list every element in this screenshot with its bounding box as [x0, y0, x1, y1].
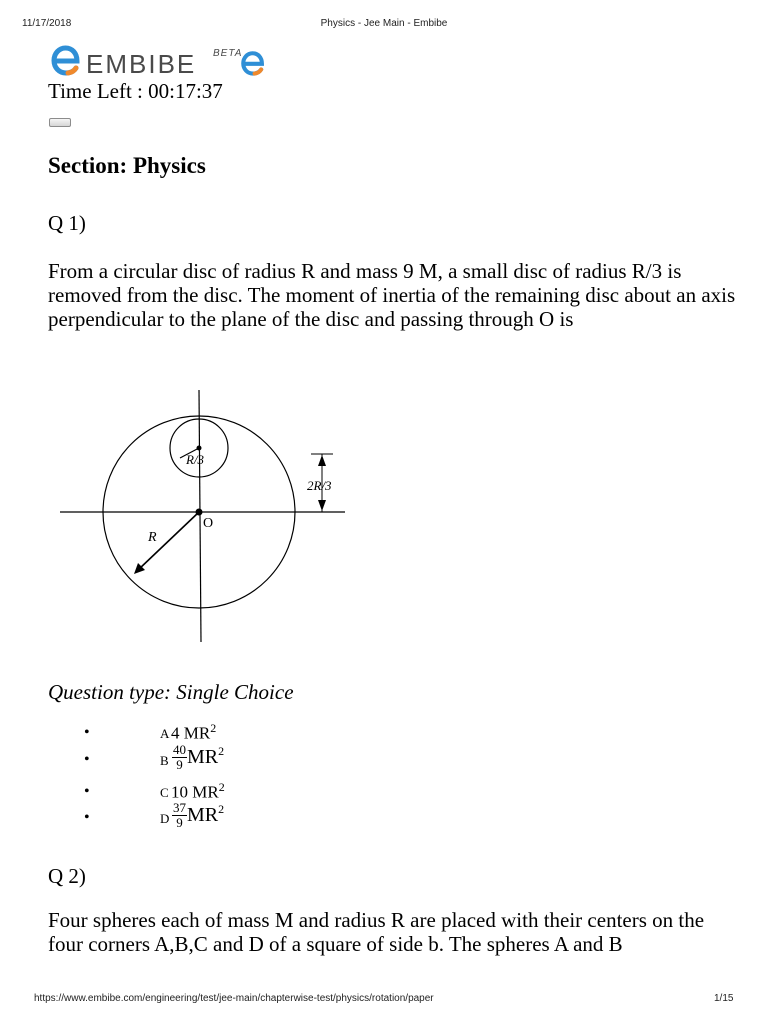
option-value: MR: [187, 804, 219, 826]
logo-wordmark: EMBIBE: [86, 49, 197, 79]
question-text: Four spheres each of mass M and radius R are placed with their centers on the four corners A,B,C and D of a square of side b. The spheres A and B: [48, 908, 705, 956]
option-value: 4 MR: [171, 723, 211, 743]
option-letter: C: [160, 785, 169, 800]
bullet: •: [84, 751, 90, 768]
offset-label: 2R/3: [307, 478, 332, 493]
option-fraction: $\frac{37}{9}$: [173, 800, 186, 830]
option-letter: D: [160, 811, 170, 826]
option-a[interactable]: [84, 717, 384, 747]
beta-badge: BETA: [213, 48, 243, 59]
question-text: From a circular disc of radius R and mass 9 M, a small disc of radius R/3 is removed from the disc. The moment of inertia of the remaining disc about an axis perpendicular to the plane of the disc and passing through O is: [48, 259, 736, 331]
option-exponent: 2: [218, 801, 225, 816]
disc-diagram: [58, 388, 350, 644]
embibe-e-small-icon: [240, 50, 266, 76]
option-value: MR: [187, 746, 219, 768]
bullet: •: [84, 783, 90, 800]
embibe-logo: [50, 44, 290, 78]
print-url: https://www.embibe.com/engineering/test/jee-main/chapterwise-test/physics/rotation/paper: [34, 993, 434, 1004]
option-letter: B: [160, 753, 169, 768]
time-left: Time Left : 00:17:37: [48, 79, 223, 103]
page-number: 1/15: [714, 993, 734, 1004]
small-radius-label: R/3: [186, 452, 205, 467]
print-date: 11/17/2018: [22, 18, 72, 29]
section-title: Section: Physics: [48, 153, 206, 178]
vertical-axis: [199, 390, 201, 642]
question-type: Question type: Single Choice: [48, 680, 294, 704]
bullet: •: [84, 809, 90, 826]
option-exponent: 2: [210, 721, 217, 735]
option-d[interactable]: [84, 802, 384, 832]
center-label: O: [203, 516, 214, 531]
option-value: 10 MR: [171, 782, 219, 802]
question-number: Q 2): [48, 864, 86, 888]
option-fraction: $\frac{40}{9}$: [173, 742, 186, 772]
timer-toggle-button[interactable]: [49, 118, 71, 127]
dimension-arrow-top: [318, 455, 326, 466]
embibe-e-icon: [50, 44, 82, 76]
option-exponent: 2: [218, 780, 225, 794]
print-title: Physics - Jee Main - Embibe: [320, 18, 448, 29]
option-exponent: 2: [218, 743, 225, 758]
option-letter: A: [160, 726, 170, 741]
option-b[interactable]: [84, 744, 384, 774]
question-number: Q 1): [48, 211, 86, 235]
dimension-arrow-bottom: [318, 500, 326, 511]
bullet: •: [84, 724, 90, 741]
radius-label: R: [148, 530, 157, 545]
